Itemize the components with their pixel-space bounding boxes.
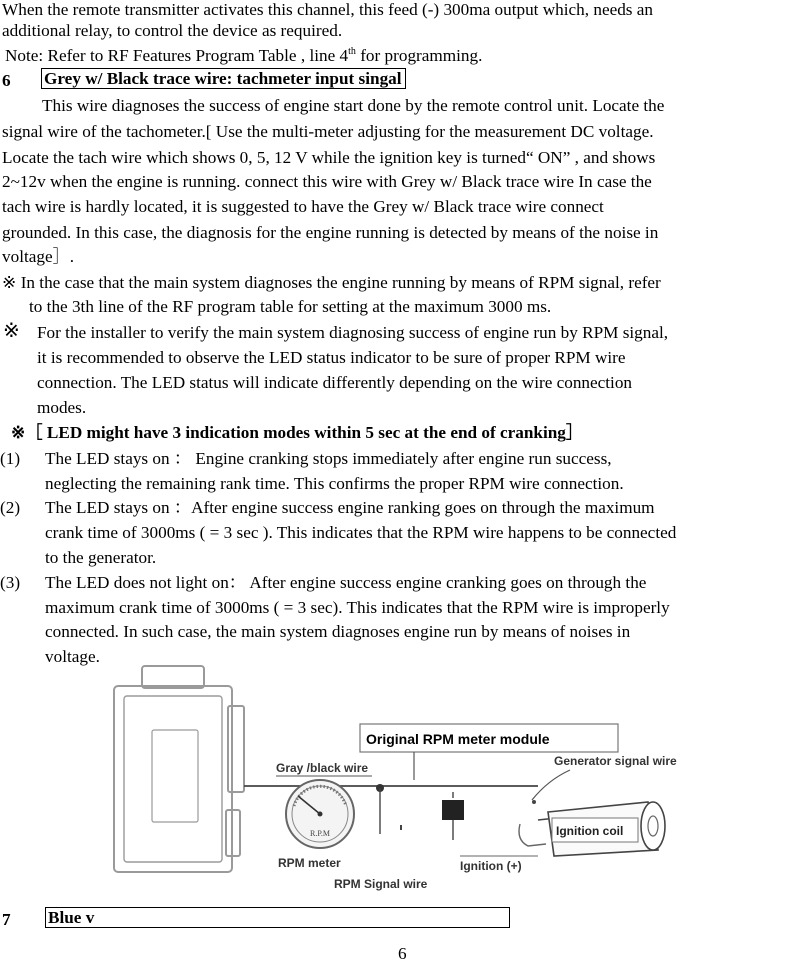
mode-3-line: voltage. — [45, 647, 100, 666]
section-6-number: 6 — [2, 71, 11, 90]
intro-note: Note: Refer to RF Features Program Table , line 4th for programming. — [5, 46, 483, 65]
mode-2-line: crank time of 3000ms ( = 3 sec ). This indicates that the RPM wire happens to be connected — [45, 523, 677, 542]
ignition-coil — [519, 802, 665, 856]
fuse-block — [442, 800, 464, 820]
ignition-label: Ignition (+) — [460, 859, 522, 873]
mode-1-line: neglecting the remaining rank time. This confirms the proper RPM wire connection. — [45, 474, 624, 493]
mode-1-line: The LED stays on ： Engine cranking stops immediately after engine run success, — [45, 449, 612, 468]
led-note-line: modes. — [37, 398, 87, 417]
section-6-body-line: This wire diagnoses the success of engine start done by the remote control unit. Locate the — [42, 96, 665, 115]
rpm-meter-label: RPM meter — [278, 856, 341, 870]
led-note-line: For the installer to verify the main system diagnosing success of engine run by RPM signal, — [37, 323, 669, 342]
section-6-heading: Grey w/ Black trace wire: tachmeter input singal — [41, 69, 406, 89]
section-7-number: 7 — [2, 910, 11, 929]
mode-3-line: The LED does not light on： After engine success engine cranking goes on through the — [45, 573, 647, 592]
coil-label: Ignition coil — [556, 824, 624, 838]
mode-3-number: (3) — [0, 573, 21, 592]
section-6-body-line: grounded. In this case, the diagnosis for the engine running is detected by means of the noise in — [2, 223, 659, 242]
gray-wire-label: Gray /black wire — [276, 761, 369, 775]
mode-3-line: connected. In such case, the main system diagnoses engine run by means of noises in — [45, 622, 631, 641]
section-6-body-line: voltage］. — [2, 247, 75, 266]
section-6-body-line: 2~12v when the engine is running. connect this wire with Grey w/ Black trace wire In case the — [2, 172, 652, 191]
rpm-wiring-diagram — [108, 660, 708, 900]
intro-line-1: When the remote transmitter activates this channel, this feed (-) 300ma output which, needs an — [2, 0, 654, 19]
generator-label: Generator signal wire — [554, 754, 677, 768]
mode-3-line: maximum crank time of 3000ms ( = 3 sec). This indicates that the RPM wire is improperly — [45, 598, 670, 617]
rpm-meter-gauge — [286, 780, 354, 848]
section-6-body-line: signal wire of the tachometer.[ Use the multi-meter adjusting for the measurement DC voltage. — [2, 122, 654, 141]
section-6-body-line: tach wire is hardly located, it is suggested to have the Grey w/ Black trace wire connect — [2, 197, 604, 216]
mode-2-line: The LED stays on ：After engine success engine ranking goes on through the maximum — [45, 498, 655, 517]
gauge-label: R.P.M — [309, 829, 331, 838]
led-note-line: connection. The LED status will indicate differently depending on the wire connection — [37, 373, 633, 392]
generator-leader — [532, 770, 570, 800]
led-modes-heading: ※［ LED might have 3 indication modes within 5 sec at the end of cranking］ — [11, 423, 584, 442]
note-mark: ※ — [3, 320, 20, 342]
generator-point — [532, 800, 536, 804]
section-6-body-line: Locate the tach wire which shows 0, 5, 12 V while the ignition key is turned“ ON” , and shows — [2, 148, 656, 167]
led-note-line: it is recommended to observe the LED status indicator to be sure of proper RPM wire — [37, 348, 626, 367]
rpm-note-line-2: to the 3th line of the RF program table for setting at the maximum 3000 ms. — [29, 297, 552, 316]
intro-line-2: additional relay, to control the device as required. — [2, 21, 343, 40]
mode-2-line: to the generator. — [45, 548, 157, 567]
rpm-signal-label: RPM Signal wire — [334, 877, 428, 891]
control-unit — [114, 666, 244, 872]
rpm-note-line-1: ※ In the case that the main system diagnoses the engine running by means of RPM signal, refer — [2, 273, 661, 292]
mode-1-number: (1) — [0, 449, 21, 468]
module-label: Original RPM meter module — [366, 731, 550, 747]
page-number: 6 — [398, 944, 407, 963]
mode-2-number: (2) — [0, 498, 21, 517]
section-7-heading: Blue v — [45, 907, 510, 928]
